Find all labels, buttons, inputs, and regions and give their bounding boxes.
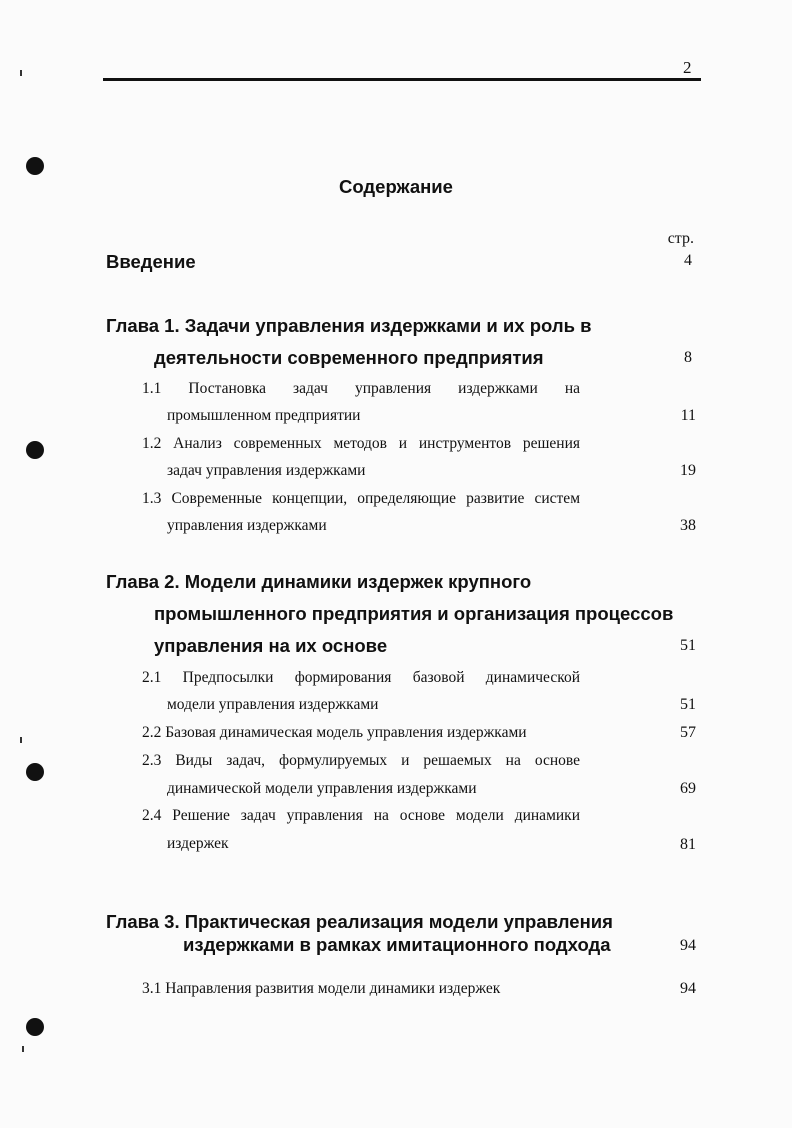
toc-page-number: 11: [680, 407, 696, 424]
toc-page-number: 94: [680, 980, 696, 997]
toc-section: 1.3 Современные концепции, определяющие развитие систем: [142, 490, 580, 507]
toc-section: динамической модели управления издержками: [167, 780, 477, 797]
scan-mark: [22, 1046, 24, 1052]
toc-page-number: 51: [680, 637, 696, 654]
toc-section: 1.1 Постановка задач управления издержками на: [142, 380, 580, 397]
toc-chapter-title: Глава 2. Модели динамики издержек крупного: [106, 571, 532, 592]
toc-chapter-title: издержками в рамках имитационного подхода: [183, 934, 611, 955]
toc-section: модели управления издержками: [167, 696, 379, 713]
binder-hole: [26, 441, 44, 459]
toc-section: 1.2 Анализ современных методов и инструментов решения: [142, 435, 580, 452]
toc-section: 2.3 Виды задач, формулируемых и решаемых на основе: [142, 752, 580, 769]
header-rule: [103, 78, 701, 81]
toc-section: 2.2 Базовая динамическая модель управления издержками: [142, 724, 527, 741]
scan-mark: [20, 70, 22, 76]
toc-page-number: 57: [680, 724, 696, 741]
toc-section: промышленном предприятии: [167, 407, 361, 424]
toc-chapter-title: управления на их основе: [154, 635, 388, 656]
toc-page-number: 8: [684, 349, 692, 366]
toc-page-number: 69: [680, 780, 696, 797]
toc-title: Содержание: [339, 176, 453, 197]
toc-intro-title: Введение: [106, 251, 196, 272]
binder-hole: [26, 157, 44, 175]
binder-hole: [26, 763, 44, 781]
binder-hole: [26, 1018, 44, 1036]
scan-mark: [20, 737, 22, 743]
toc-chapter-title: Глава 1. Задачи управления издержками и их роль в: [106, 315, 592, 336]
toc-chapter-title: Глава 3. Практическая реализация модели управления: [106, 911, 613, 932]
toc-page-number: 38: [680, 517, 696, 534]
toc-section: издержек: [167, 835, 229, 852]
toc-page-number: 94: [680, 937, 696, 954]
toc-page-number: 19: [680, 462, 696, 479]
toc-section: 2.1 Предпосылки формирования базовой динамической: [142, 669, 580, 686]
page-number: 2: [683, 58, 692, 77]
toc-section: 2.4 Решение задач управления на основе модели динамики: [142, 807, 580, 824]
toc-chapter-title: деятельности современного предприятия: [154, 347, 544, 368]
toc-section: 3.1 Направления развития модели динамики издержек: [142, 980, 501, 997]
toc-page-number: 51: [680, 696, 696, 713]
toc-chapter-title: промышленного предприятия и организация процессов: [154, 603, 674, 624]
toc-page-number: 4: [684, 252, 692, 269]
toc-page-number: 81: [680, 836, 696, 853]
toc-section: управления издержками: [167, 517, 327, 534]
toc-section: задач управления издержками: [167, 462, 366, 479]
page-column-label: стр.: [667, 230, 694, 247]
